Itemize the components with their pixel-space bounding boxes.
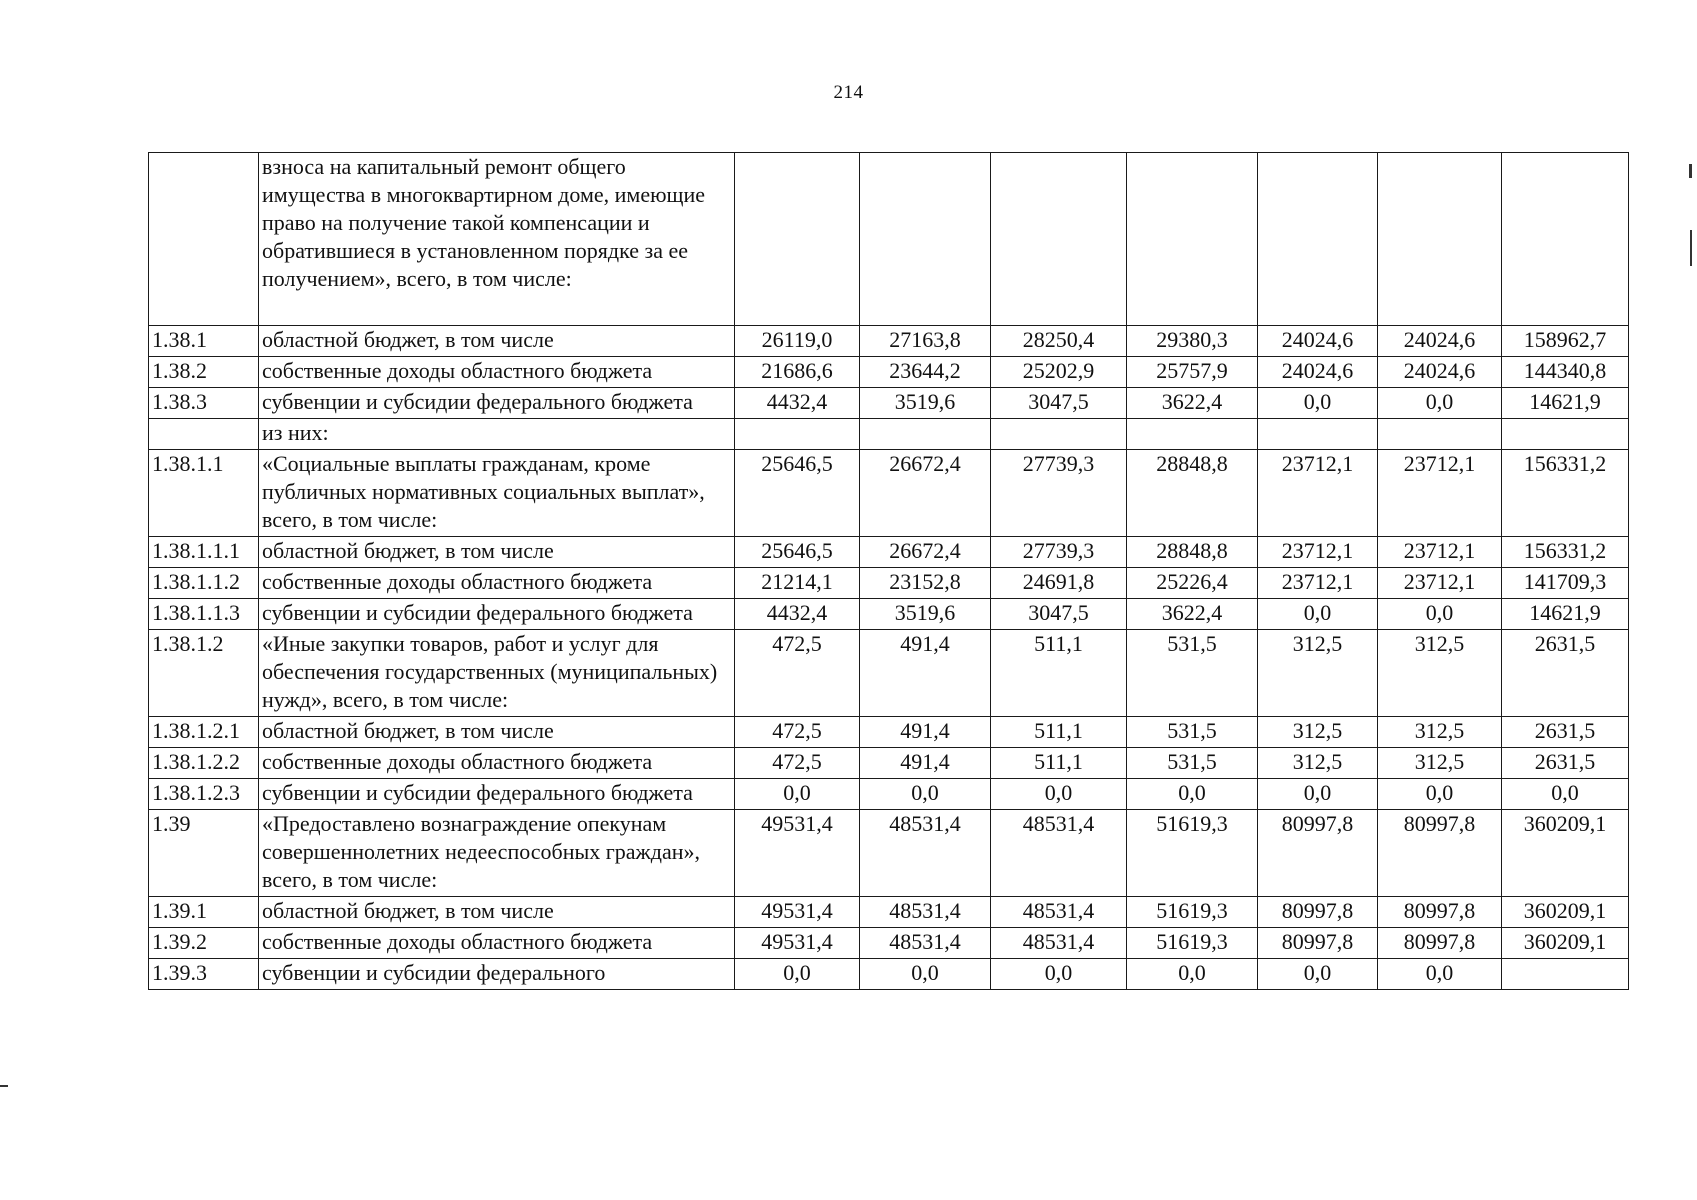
table-row [149, 537, 1629, 568]
value-cell: 23152,8 [860, 568, 991, 599]
table-row [149, 357, 1629, 388]
value-cell: 3622,4 [1127, 388, 1258, 419]
value-cell: 511,1 [991, 630, 1127, 717]
table-row [149, 779, 1629, 810]
value-cell: 156331,2 [1502, 537, 1629, 568]
value-cell: 48531,4 [860, 928, 991, 959]
value-cell: 3519,6 [860, 599, 991, 630]
budget-table [148, 152, 1629, 990]
row-description: областной бюджет, в том числе [259, 326, 735, 357]
value-cell: 360209,1 [1502, 928, 1629, 959]
value-cell: 4432,4 [735, 388, 860, 419]
value-cell [1502, 959, 1629, 990]
table-row [149, 810, 1629, 897]
row-description: из них: [259, 419, 735, 450]
value-cell: 491,4 [860, 630, 991, 717]
value-cell: 360209,1 [1502, 897, 1629, 928]
value-cell: 144340,8 [1502, 357, 1629, 388]
value-cell: 80997,8 [1258, 810, 1378, 897]
row-code: 1.38.1.1.1 [149, 537, 259, 568]
page-number: 214 [833, 82, 864, 103]
row-code: 1.38.1.2.3 [149, 779, 259, 810]
value-cell: 24024,6 [1258, 357, 1378, 388]
table-row [149, 599, 1629, 630]
row-description: областной бюджет, в том числе [259, 897, 735, 928]
value-cell: 0,0 [1378, 779, 1502, 810]
value-cell: 25757,9 [1127, 357, 1258, 388]
value-cell: 23712,1 [1258, 537, 1378, 568]
row-description: областной бюджет, в том числе [259, 717, 735, 748]
value-cell: 0,0 [1378, 959, 1502, 990]
table-row [149, 959, 1629, 990]
value-cell: 312,5 [1378, 748, 1502, 779]
value-cell: 4432,4 [735, 599, 860, 630]
value-cell [860, 419, 991, 450]
row-description: «Предоставлено вознаграждение опекунам совершеннолетних недееспособных граждан», всего, в том числе: [259, 810, 735, 897]
value-cell: 23644,2 [860, 357, 991, 388]
value-cell [991, 419, 1127, 450]
value-cell: 27739,3 [991, 450, 1127, 537]
value-cell: 2631,5 [1502, 630, 1629, 717]
value-cell: 312,5 [1258, 630, 1378, 717]
value-cell: 26672,4 [860, 537, 991, 568]
value-cell: 21686,6 [735, 357, 860, 388]
value-cell [735, 419, 860, 450]
value-cell [1502, 153, 1629, 326]
value-cell: 3047,5 [991, 599, 1127, 630]
value-cell: 27163,8 [860, 326, 991, 357]
value-cell: 25646,5 [735, 450, 860, 537]
row-description: областной бюджет, в том числе [259, 537, 735, 568]
value-cell: 26672,4 [860, 450, 991, 537]
row-description: взноса на капитальный ремонт общего имущества в многоквартирном доме, имеющие право на получение такой компенсации и обратившиеся в установленном порядке за ее получением», всего, в том числе: [259, 153, 735, 326]
value-cell: 0,0 [1378, 599, 1502, 630]
value-cell: 0,0 [1258, 779, 1378, 810]
value-cell [1127, 153, 1258, 326]
value-cell: 472,5 [735, 717, 860, 748]
value-cell: 2631,5 [1502, 717, 1629, 748]
row-description: субвенции и субсидии федерального бюджета [259, 779, 735, 810]
value-cell: 3519,6 [860, 388, 991, 419]
value-cell: 25646,5 [735, 537, 860, 568]
value-cell: 312,5 [1378, 630, 1502, 717]
row-description: собственные доходы областного бюджета [259, 928, 735, 959]
row-code: 1.38.1.2.1 [149, 717, 259, 748]
value-cell: 48531,4 [860, 810, 991, 897]
value-cell: 51619,3 [1127, 928, 1258, 959]
row-code: 1.38.3 [149, 388, 259, 419]
table-row [149, 388, 1629, 419]
value-cell: 531,5 [1127, 748, 1258, 779]
row-code: 1.38.1 [149, 326, 259, 357]
value-cell [1502, 419, 1629, 450]
value-cell: 26119,0 [735, 326, 860, 357]
row-description: субвенции и субсидии федерального бюджета [259, 599, 735, 630]
row-code: 1.38.1.1 [149, 450, 259, 537]
table-row [149, 450, 1629, 537]
value-cell: 2631,5 [1502, 748, 1629, 779]
value-cell: 80997,8 [1258, 897, 1378, 928]
table-row [149, 897, 1629, 928]
value-cell: 48531,4 [991, 897, 1127, 928]
row-description: «Социальные выплаты гражданам, кроме публичных нормативных социальных выплат», всего, в том числе: [259, 450, 735, 537]
value-cell: 51619,3 [1127, 810, 1258, 897]
value-cell: 51619,3 [1127, 897, 1258, 928]
value-cell: 24024,6 [1258, 326, 1378, 357]
value-cell: 0,0 [1502, 779, 1629, 810]
value-cell [1378, 153, 1502, 326]
value-cell: 0,0 [991, 959, 1127, 990]
value-cell: 48531,4 [860, 897, 991, 928]
value-cell: 48531,4 [991, 928, 1127, 959]
value-cell: 156331,2 [1502, 450, 1629, 537]
value-cell: 23712,1 [1378, 568, 1502, 599]
table-row [149, 748, 1629, 779]
value-cell: 312,5 [1258, 717, 1378, 748]
value-cell: 0,0 [1258, 599, 1378, 630]
row-description: собственные доходы областного бюджета [259, 568, 735, 599]
value-cell: 21214,1 [735, 568, 860, 599]
value-cell: 29380,3 [1127, 326, 1258, 357]
value-cell: 23712,1 [1258, 568, 1378, 599]
row-code: 1.39.3 [149, 959, 259, 990]
value-cell: 27739,3 [991, 537, 1127, 568]
scan-mark [1690, 230, 1692, 266]
value-cell [735, 153, 860, 326]
value-cell: 24691,8 [991, 568, 1127, 599]
value-cell [1258, 419, 1378, 450]
row-description: собственные доходы областного бюджета [259, 357, 735, 388]
row-code: 1.39.1 [149, 897, 259, 928]
table-row [149, 928, 1629, 959]
row-code: 1.39.2 [149, 928, 259, 959]
value-cell: 49531,4 [735, 810, 860, 897]
row-code: 1.38.1.2.2 [149, 748, 259, 779]
value-cell: 0,0 [1127, 959, 1258, 990]
table-row [149, 153, 1629, 326]
value-cell: 14621,9 [1502, 599, 1629, 630]
scan-mark [1689, 164, 1692, 178]
value-cell [860, 153, 991, 326]
row-code [149, 153, 259, 326]
row-code: 1.38.1.2 [149, 630, 259, 717]
value-cell: 24024,6 [1378, 326, 1502, 357]
value-cell: 14621,9 [1502, 388, 1629, 419]
value-cell: 472,5 [735, 748, 860, 779]
value-cell: 49531,4 [735, 928, 860, 959]
row-description: собственные доходы областного бюджета [259, 748, 735, 779]
value-cell [1127, 419, 1258, 450]
value-cell: 0,0 [1258, 388, 1378, 419]
value-cell: 0,0 [1378, 388, 1502, 419]
value-cell: 28250,4 [991, 326, 1127, 357]
value-cell: 0,0 [1258, 959, 1378, 990]
value-cell: 531,5 [1127, 717, 1258, 748]
table-row [149, 630, 1629, 717]
value-cell: 511,1 [991, 748, 1127, 779]
value-cell: 80997,8 [1378, 897, 1502, 928]
value-cell: 0,0 [860, 959, 991, 990]
row-description: субвенции и субсидии федерального бюджета [259, 388, 735, 419]
row-description: субвенции и субсидии федерального [259, 959, 735, 990]
value-cell: 25226,4 [1127, 568, 1258, 599]
value-cell: 511,1 [991, 717, 1127, 748]
value-cell: 0,0 [735, 779, 860, 810]
value-cell: 28848,8 [1127, 537, 1258, 568]
value-cell: 491,4 [860, 748, 991, 779]
value-cell: 23712,1 [1378, 537, 1502, 568]
table-row [149, 717, 1629, 748]
table-row [149, 568, 1629, 599]
value-cell: 0,0 [1127, 779, 1258, 810]
value-cell: 49531,4 [735, 897, 860, 928]
value-cell: 3047,5 [991, 388, 1127, 419]
value-cell: 141709,3 [1502, 568, 1629, 599]
value-cell: 531,5 [1127, 630, 1258, 717]
row-code: 1.38.2 [149, 357, 259, 388]
value-cell: 23712,1 [1258, 450, 1378, 537]
row-code: 1.38.1.1.3 [149, 599, 259, 630]
value-cell: 24024,6 [1378, 357, 1502, 388]
value-cell: 491,4 [860, 717, 991, 748]
value-cell: 0,0 [735, 959, 860, 990]
value-cell: 25202,9 [991, 357, 1127, 388]
value-cell: 80997,8 [1258, 928, 1378, 959]
value-cell: 48531,4 [991, 810, 1127, 897]
value-cell [1258, 153, 1378, 326]
value-cell: 0,0 [991, 779, 1127, 810]
scan-mark [0, 1085, 8, 1087]
value-cell: 28848,8 [1127, 450, 1258, 537]
table-body [149, 153, 1629, 990]
value-cell: 23712,1 [1378, 450, 1502, 537]
table-row [149, 419, 1629, 450]
value-cell: 80997,8 [1378, 928, 1502, 959]
table-row [149, 326, 1629, 357]
row-code: 1.39 [149, 810, 259, 897]
value-cell: 312,5 [1378, 717, 1502, 748]
value-cell: 3622,4 [1127, 599, 1258, 630]
value-cell [1378, 419, 1502, 450]
value-cell: 360209,1 [1502, 810, 1629, 897]
value-cell: 158962,7 [1502, 326, 1629, 357]
row-code: 1.38.1.1.2 [149, 568, 259, 599]
value-cell [991, 153, 1127, 326]
row-code [149, 419, 259, 450]
row-description: «Иные закупки товаров, работ и услуг для обеспечения государственных (муниципальных) нужд», всего, в том числе: [259, 630, 735, 717]
value-cell: 0,0 [860, 779, 991, 810]
value-cell: 472,5 [735, 630, 860, 717]
value-cell: 80997,8 [1378, 810, 1502, 897]
value-cell: 312,5 [1258, 748, 1378, 779]
